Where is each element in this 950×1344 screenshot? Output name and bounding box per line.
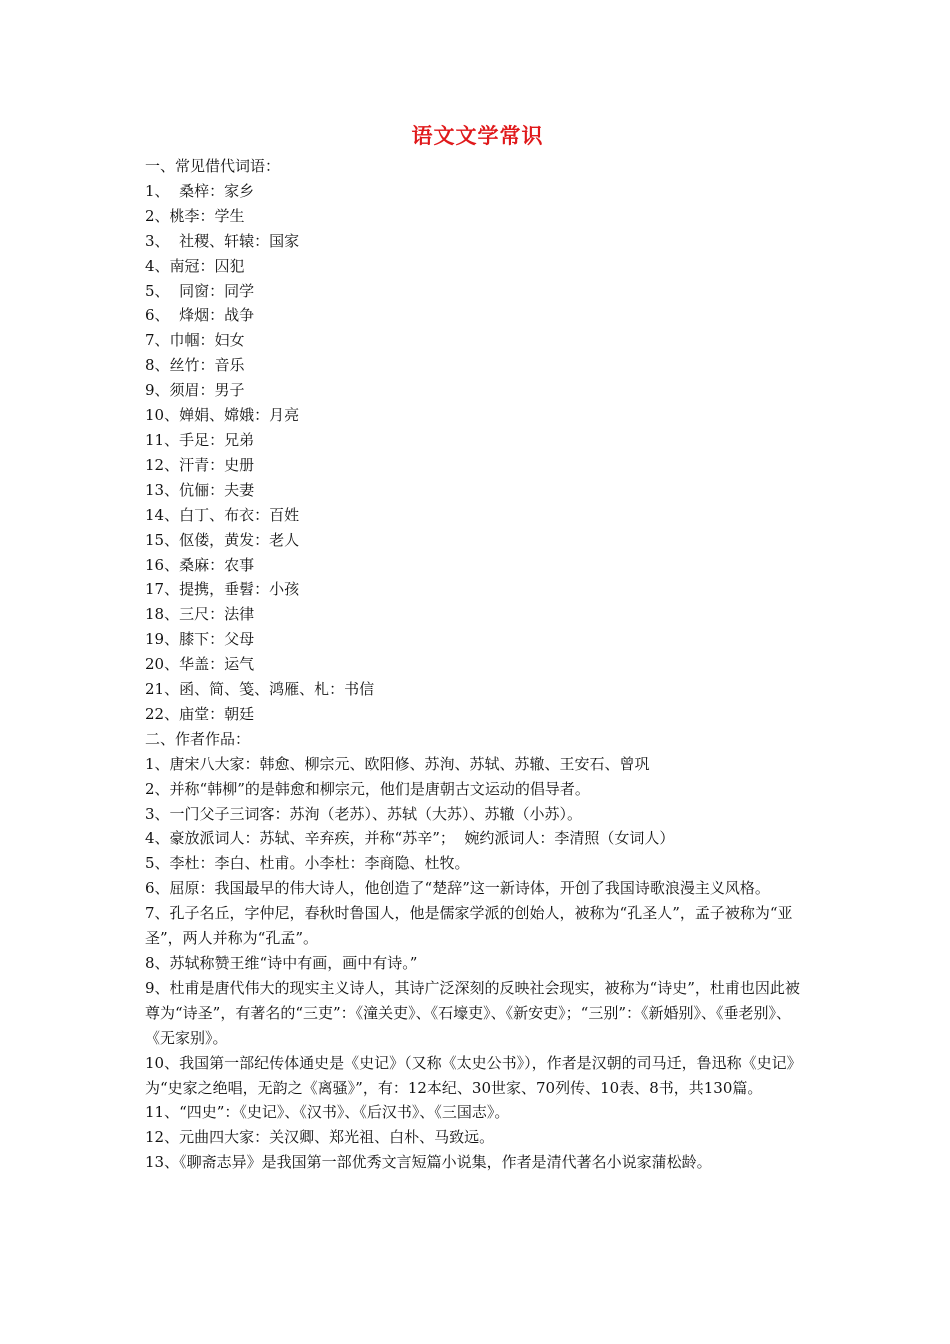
section-heading-2: 二、作者作品： <box>145 729 251 748</box>
list-item: 13、伉俪：夫妻 <box>145 480 255 499</box>
list-item: 5、 同窗：同学 <box>145 281 255 300</box>
list-item: 6、屈原：我国最早的伟大诗人，他创造了“楚辞”这一新诗体，开创了我国诗歌浪漫主义风格。 <box>145 879 770 898</box>
authors-works-list <box>145 752 810 1175</box>
list-item: 2、桃李：学生 <box>145 206 245 225</box>
document-title: 语文文学常识 <box>411 123 544 148</box>
list-item: 3、 社稷、轩辕：国家 <box>145 231 300 250</box>
list-item: 7、巾帼：妇女 <box>145 331 245 350</box>
list-item: 19、膝下：父母 <box>145 630 255 649</box>
list-item: 5、李杜：李白、杜甫。小李杜：李商隐、杜牧。 <box>145 854 470 873</box>
list-item: 15、伛偻，黄发：老人 <box>145 530 300 549</box>
list-item: 4、豪放派词人：苏轼、辛弃疾，并称“苏辛”； 婉约派词人：李清照（女词人） <box>145 829 675 848</box>
list-item: 10、婵娟、嫦娥：月亮 <box>145 406 300 425</box>
list-item: 21、函、简、笺、鸿雁、札：书信 <box>145 680 375 699</box>
list-item: 8、苏轼称赞王维“诗中有画，画中有诗。” <box>145 954 418 972</box>
list-item: 10、我国第一部纪传体通史是《史记》（又称《太史公书》），作者是汉朝的司马迁，鲁迅称《史记》为“史家之绝唱，无韵之《离骚》”，有：12本纪、30世家、70列传、10表、8书，共130篇。 <box>145 1053 802 1097</box>
list-item: 20、华盖：运气 <box>145 655 255 674</box>
list-item: 7、孔子名丘，字仲尼，春秋时鲁国人，他是儒家学派的创始人，被称为“孔圣人”，孟子被称为“亚圣”，两人并称为“孔孟”。 <box>145 904 793 948</box>
section-heading-1: 一、常见借代词语： <box>145 157 281 175</box>
list-item: 13、《聊斋志异》是我国第一部优秀文言短篇小说集，作者是清代著名小说家蒲松龄。 <box>145 1153 712 1172</box>
list-item: 22、庙堂：朝廷 <box>145 704 255 723</box>
list-item: 6、 烽烟：战争 <box>145 306 255 325</box>
document-page <box>145 118 810 1175</box>
list-item: 11、“四史”：《史记》、《汉书》、《后汉书》、《三国志》。 <box>145 1103 510 1122</box>
list-item: 3、一门父子三词客：苏洵（老苏）、苏轼（大苏）、苏辙（小苏）。 <box>145 804 583 823</box>
list-item: 4、南冠：囚犯 <box>145 256 245 275</box>
list-item: 12、元曲四大家：关汉卿、郑光祖、白朴、马致远。 <box>145 1128 495 1147</box>
list-item: 1、 桑梓：家乡 <box>145 181 255 200</box>
list-item: 14、白丁、布衣：百姓 <box>145 505 300 524</box>
list-item: 12、汗青：史册 <box>145 455 255 474</box>
list-item: 2、并称“韩柳”的是韩愈和柳宗元，他们是唐朝古文运动的倡导者。 <box>145 779 590 798</box>
list-item: 8、丝竹：音乐 <box>145 356 245 375</box>
list-item: 18、三尺：法律 <box>145 605 255 624</box>
borrowed-words-list <box>145 179 810 727</box>
list-item: 11、手足：兄弟 <box>145 430 255 449</box>
list-item: 9、杜甫是唐代伟大的现实主义诗人，其诗广泛深刻的反映社会现实，被称为“诗史”，杜甫也因此被尊为“诗圣”，有著名的“三吏”：《潼关吏》、《石壕吏》、《新安吏》；“三别”：《新婚别》、《垂老别》、《无家别》。 <box>145 978 800 1047</box>
list-item: 1、唐宋八大家：韩愈、柳宗元、欧阳修、苏洵、苏轼、苏辙、王安石、曾巩 <box>145 754 650 773</box>
list-item: 17、提携，垂髫：小孩 <box>145 580 300 599</box>
list-item: 16、桑麻：农事 <box>145 555 255 574</box>
list-item: 9、须眉：男子 <box>145 381 245 400</box>
